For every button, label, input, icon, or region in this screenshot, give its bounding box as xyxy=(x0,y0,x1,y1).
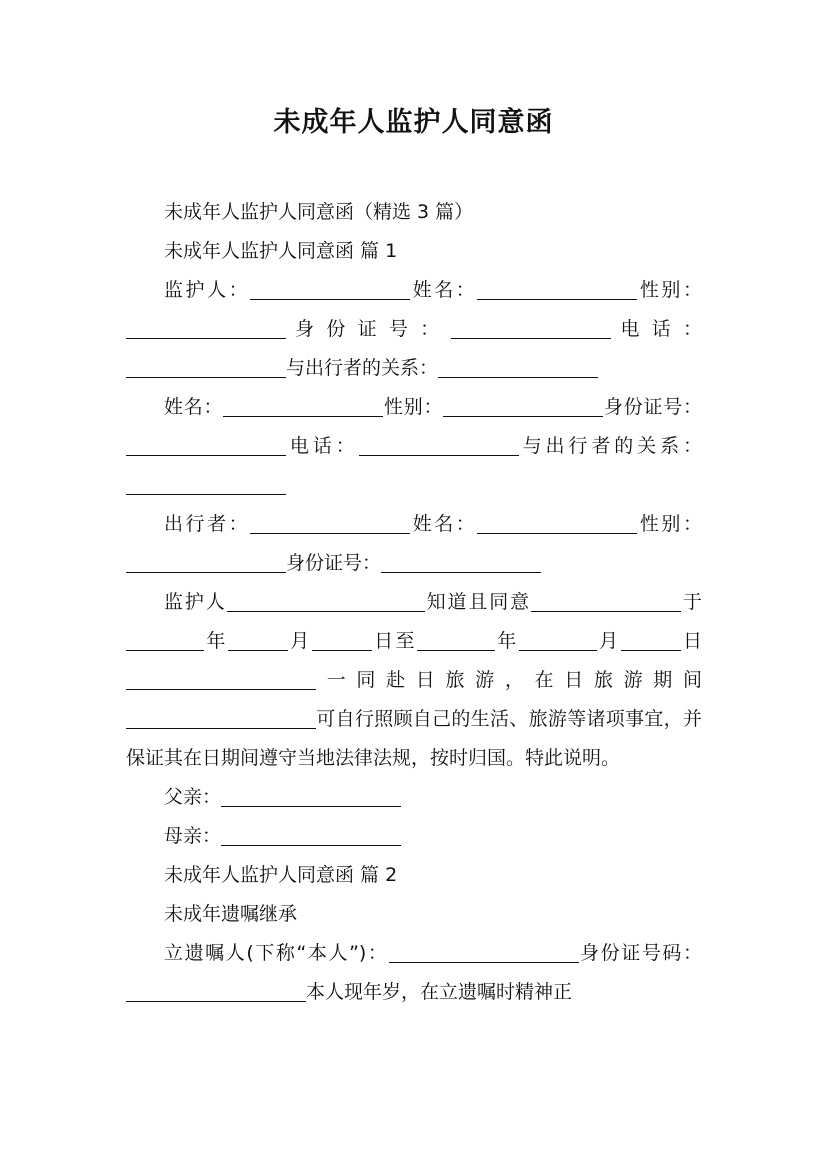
father-label: 父亲： xyxy=(164,786,222,808)
traveler-name-blank[interactable] xyxy=(531,589,681,612)
year-label: 年 xyxy=(494,630,519,652)
will-text: 立遗嘱人(下称“本人”)： xyxy=(164,942,389,964)
relation-label: 与出行者的关系： xyxy=(286,357,439,379)
gender-blank[interactable] xyxy=(126,550,286,573)
id-label: 身 份 证 号 ： xyxy=(295,318,443,340)
testator-blank[interactable] xyxy=(389,940,579,963)
gender-label: 性别： xyxy=(383,396,444,418)
relation-label: 与出行者的关系： xyxy=(518,435,702,457)
consent-text: 监护人 xyxy=(164,591,227,613)
mother-signature-blank[interactable] xyxy=(221,823,401,846)
name-label: 姓名： xyxy=(410,279,478,301)
end-day-blank[interactable] xyxy=(621,628,681,651)
guardian-label: 监护人： xyxy=(164,279,251,301)
name-label: 姓名： xyxy=(164,396,224,418)
will-paragraph xyxy=(126,934,702,1012)
second-person-paragraph xyxy=(126,388,702,505)
will-text: 本人现年岁，在立遗嘱时精神正 xyxy=(306,981,573,1003)
year-label: 年 xyxy=(204,630,228,652)
consent-paragraph xyxy=(126,583,702,778)
phone-blank[interactable] xyxy=(126,355,286,378)
month-label: 月 xyxy=(596,630,621,652)
father-line xyxy=(126,778,702,817)
id-blank[interactable] xyxy=(381,550,541,573)
gender-blank[interactable] xyxy=(443,394,603,417)
guardian-blank[interactable] xyxy=(250,277,410,300)
name-blank[interactable] xyxy=(477,277,637,300)
gender-blank[interactable] xyxy=(126,316,286,339)
gender-label: 性别： xyxy=(637,513,702,535)
section1-heading: 未成年人监护人同意函 篇 1 xyxy=(164,240,398,262)
start-month-blank[interactable] xyxy=(228,628,288,651)
traveler-paragraph xyxy=(126,505,702,583)
guardian-paragraph xyxy=(126,271,702,388)
relation-blank[interactable] xyxy=(126,472,286,495)
mother-label: 母亲： xyxy=(164,825,222,847)
gender-label: 性别： xyxy=(637,279,702,301)
testator-id-blank[interactable] xyxy=(126,979,306,1002)
day-to-label: 日至 xyxy=(371,630,417,652)
section2-heading: 未成年人监护人同意函 篇 2 xyxy=(164,864,398,886)
day-label: 日 xyxy=(680,630,702,652)
companion-blank[interactable] xyxy=(126,667,316,690)
relation-blank[interactable] xyxy=(438,355,598,378)
consent-text: 于 xyxy=(681,591,702,613)
start-year-blank[interactable] xyxy=(126,628,204,651)
phone-label: 电话： xyxy=(286,435,359,457)
id-label: 身份证号： xyxy=(603,396,702,418)
end-month-blank[interactable] xyxy=(519,628,597,651)
consent-text: 可自行照顾自己的生活、旅游等诸项事宜，并保证其在日期间遵守当地法律法规，按时归国。特此说明。 xyxy=(126,708,702,769)
month-label: 月 xyxy=(287,630,312,652)
mother-line xyxy=(126,817,702,856)
father-signature-blank[interactable] xyxy=(221,784,401,807)
document-title: 未成年人监护人同意函 xyxy=(273,107,554,138)
id-blank[interactable] xyxy=(126,433,286,456)
will-heading: 未成年遗嘱继承 xyxy=(164,903,298,925)
name-label: 姓名： xyxy=(410,513,478,535)
start-day-blank[interactable] xyxy=(312,628,372,651)
period-blank[interactable] xyxy=(126,706,316,729)
traveler-label: 出行者： xyxy=(164,513,251,535)
name-blank[interactable] xyxy=(477,511,637,534)
end-year-blank[interactable] xyxy=(417,628,495,651)
will-text: 身份证号码： xyxy=(578,942,702,964)
phone-blank[interactable] xyxy=(359,433,519,456)
traveler-blank[interactable] xyxy=(250,511,410,534)
id-label: 身份证号： xyxy=(286,552,382,574)
phone-label: 电 话 ： xyxy=(620,318,702,340)
consent-text: 一同赴日旅游，在日旅游期间 xyxy=(316,669,702,691)
consent-text: 知道且同意 xyxy=(424,591,532,613)
intro-paragraph: 未成年人监护人同意函（精选 3 篇） xyxy=(164,201,474,223)
name-blank[interactable] xyxy=(223,394,383,417)
document-body xyxy=(126,193,702,1012)
id-blank[interactable] xyxy=(451,316,611,339)
guardian-name-blank[interactable] xyxy=(227,589,425,612)
